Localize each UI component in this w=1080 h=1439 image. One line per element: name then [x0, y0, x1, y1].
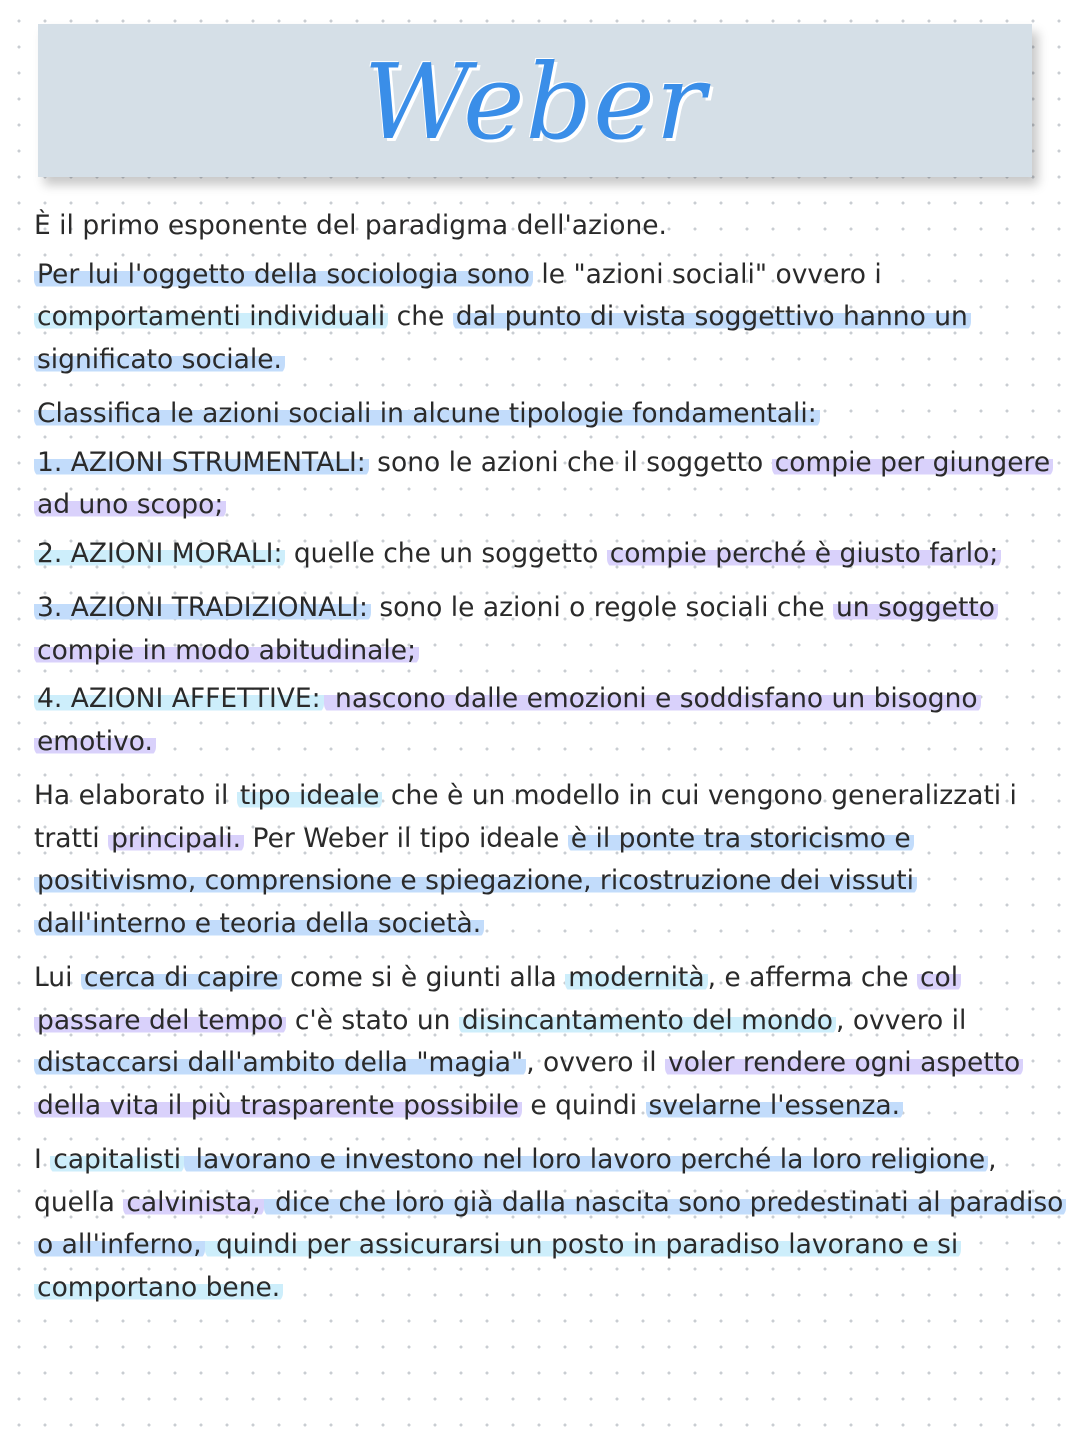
- azione-morale-item: [34, 533, 1064, 576]
- oggetto-highlight-2: comportamenti individuali: [34, 301, 388, 332]
- title-banner: [38, 24, 1032, 177]
- azione-4-highlight: nascono dalle emozioni e soddisfano un bisogno emotivo.: [34, 683, 981, 757]
- tipo-ideale-text-1: Ha elaborato il: [34, 780, 237, 811]
- azione-2-label: 2. AZIONI MORALI:: [34, 538, 285, 569]
- oggetto-highlight-3: dal punto di vista soggettivo hanno un significato sociale.: [34, 301, 971, 375]
- modernita-highlight-6: voler rendere ogni aspetto della vita il più trasparente possibile: [34, 1047, 1023, 1121]
- capitalisti-highlight-3: calvinista,: [123, 1187, 263, 1218]
- oggetto-highlight-1: Per lui l'oggetto della sociologia sono: [34, 259, 533, 290]
- capitalisti-paragraph: [34, 1139, 1064, 1309]
- azione-3-highlight: un soggetto compie in modo abitudinale;: [34, 592, 998, 666]
- azione-tradizionale-item: [34, 587, 1064, 672]
- modernita-text-6: , ovvero il: [526, 1047, 666, 1078]
- azione-2-highlight: compie perché è giusto farlo;: [607, 538, 1002, 569]
- modernita-text-2: come si è giunti alla: [281, 962, 566, 993]
- capitalisti-highlight-2: lavorano e investono nel loro lavoro perché la loro religione: [184, 1144, 988, 1175]
- oggetto-paragraph: [34, 254, 1064, 382]
- azione-2-text: quelle che un soggetto: [285, 537, 607, 569]
- azione-3-text: sono le azioni o regole sociali che: [370, 592, 833, 623]
- oggetto-text-1: le "azioni sociali" ovvero i: [532, 258, 882, 290]
- modernita-text-4: c'è stato un: [286, 1004, 459, 1036]
- modernita-text-7: e quindi: [521, 1089, 646, 1121]
- tipo-ideale-highlight-3: è il ponte tra storicismo e positivismo, comprensione e spiegazione, ricostruzione dei vissuti dall'interno e teoria della società.: [34, 823, 917, 939]
- page-title: Weber: [363, 41, 707, 163]
- oggetto-text-2: che: [388, 301, 453, 332]
- notes-body: [34, 205, 1064, 1321]
- modernita-text-5: , ovvero il: [835, 1004, 967, 1036]
- tipo-ideale-highlight-1: tipo ideale: [237, 780, 383, 811]
- azione-1-label: 1. AZIONI STRUMENTALI:: [34, 447, 369, 478]
- azione-3-label: 3. AZIONI TRADIZIONALI:: [34, 592, 371, 623]
- intro-text: È il primo esponente del paradigma dell'azione.: [34, 210, 667, 241]
- tipo-ideale-text-2: che è un modello in cui vengono generalizzati i tratti: [34, 780, 1017, 854]
- modernita-highlight-3: col passare del tempo: [34, 962, 961, 1036]
- azione-affettiva-item: [34, 678, 1064, 763]
- azione-strumentale-item: [34, 442, 1064, 527]
- azione-1-text: sono le azioni che il soggetto: [368, 446, 772, 478]
- modernita-highlight-4: disincantamento del mondo: [459, 1005, 836, 1036]
- modernita-text-3: , e afferma che: [707, 962, 917, 993]
- tipo-ideale-paragraph: [34, 775, 1064, 945]
- modernita-highlight-2: modernità: [565, 962, 707, 993]
- azione-4-label: 4. AZIONI AFFETTIVE:: [34, 683, 324, 714]
- capitalisti-highlight-4: dice che loro già dalla nascita sono predestinati al paradiso o all'inferno,: [34, 1187, 1066, 1261]
- modernita-text-1: Lui: [34, 962, 81, 993]
- capitalisti-text-2: , quella: [34, 1144, 997, 1218]
- capitalisti-text-1: I: [34, 1144, 51, 1175]
- modernita-paragraph: [34, 957, 1064, 1127]
- intro-paragraph: [34, 205, 1064, 248]
- modernita-highlight-7: svelarne l'essenza.: [646, 1090, 904, 1121]
- azione-1-highlight: compie per giungere ad uno scopo;: [34, 447, 1053, 521]
- capitalisti-highlight-1: capitalisti: [50, 1144, 184, 1175]
- modernita-highlight-1: cerca di capire: [81, 962, 282, 993]
- modernita-highlight-5: distaccarsi dall'ambito della "magia": [34, 1047, 526, 1078]
- tipo-ideale-text-3: Per Weber il tipo ideale: [244, 822, 568, 854]
- capitalisti-highlight-5: quindi per assicurarsi un posto in paradiso lavorano e si comportano bene.: [34, 1229, 961, 1303]
- tipo-ideale-highlight-2: principali.: [108, 823, 244, 854]
- classifica-highlight: Classifica le azioni sociali in alcune tipologie fondamentali:: [34, 398, 820, 429]
- classifica-paragraph: [34, 393, 1064, 436]
